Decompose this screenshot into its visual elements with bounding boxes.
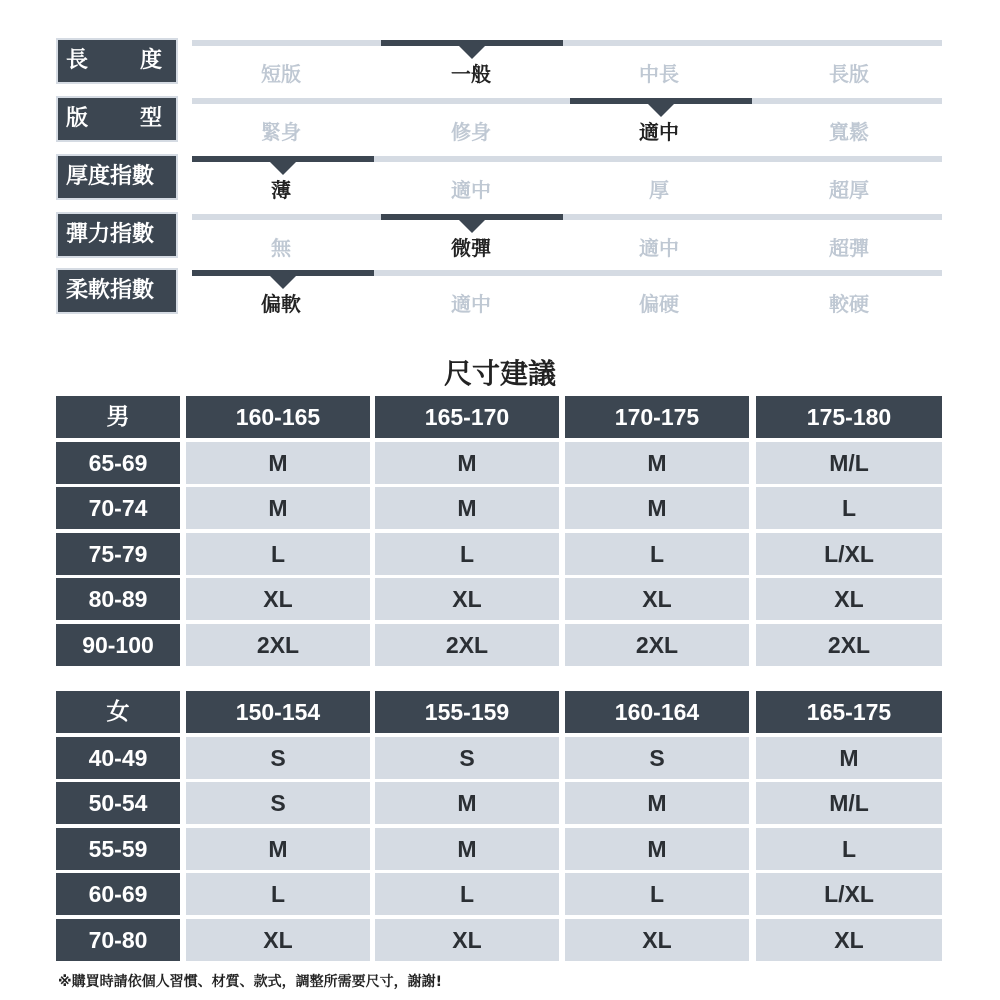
attribute-label: 版型 [56, 96, 178, 142]
attribute-selected-segment [381, 40, 563, 46]
size-cell: XL [375, 578, 559, 620]
table-row [56, 737, 942, 779]
attribute-row [56, 154, 942, 200]
size-cell: XL [186, 578, 370, 620]
attribute-option: 較硬 [829, 292, 869, 316]
size-cell: XL [565, 919, 749, 961]
table-row [56, 828, 942, 870]
attribute-label: 厚度指數 [56, 154, 178, 200]
size-cell: M [565, 828, 749, 870]
attribute-option: 偏硬 [639, 292, 679, 316]
size-cell: 2XL [186, 624, 370, 666]
attribute-scale-line [192, 270, 942, 276]
size-cell: M [565, 487, 749, 529]
attribute-scale-line [192, 40, 942, 46]
height-header: 150-154 [186, 691, 370, 733]
attribute-option: 超彈 [829, 236, 869, 260]
weight-label: 60-69 [56, 873, 180, 915]
weight-label: 70-80 [56, 919, 180, 961]
size-cell: S [375, 737, 559, 779]
attribute-row [56, 212, 942, 258]
weight-label: 75-79 [56, 533, 180, 575]
size-cell: M/L [756, 442, 942, 484]
size-advice-title: 尺寸建議 [443, 357, 556, 390]
attribute-option: 無 [271, 236, 291, 260]
size-cell: 2XL [565, 624, 749, 666]
height-header: 160-165 [186, 396, 370, 438]
size-cell: XL [756, 578, 942, 620]
attribute-option: 厚 [649, 178, 669, 202]
attribute-option: 適中 [451, 292, 491, 316]
table-row [56, 487, 942, 529]
height-header: 165-170 [375, 396, 559, 438]
size-cell: L/XL [756, 533, 942, 575]
attribute-selected-segment [570, 98, 752, 104]
attribute-option: 中長 [639, 62, 679, 86]
attribute-option: 偏軟 [261, 292, 301, 316]
table-row [56, 624, 942, 666]
attribute-option: 適中 [451, 178, 491, 202]
size-cell: M [375, 442, 559, 484]
size-cell: S [186, 737, 370, 779]
attribute-option: 微彈 [451, 236, 491, 260]
attribute-label: 柔軟指數 [56, 268, 178, 314]
size-cell: M [375, 828, 559, 870]
size-cell: L [186, 873, 370, 915]
attribute-scale-line [192, 156, 942, 162]
size-cell: L [756, 828, 942, 870]
attribute-row [56, 268, 942, 314]
size-cell: XL [565, 578, 749, 620]
size-cell: M [565, 442, 749, 484]
attribute-option: 短版 [261, 62, 301, 86]
attribute-selected-segment [381, 214, 563, 220]
attribute-option: 適中 [639, 120, 679, 144]
attribute-scale-line [192, 98, 942, 104]
size-cell: M [375, 487, 559, 529]
table-header-row [56, 691, 942, 733]
size-cell: M [186, 828, 370, 870]
attribute-selected-segment [192, 270, 374, 276]
attribute-option: 一般 [451, 62, 491, 86]
size-cell: L [186, 533, 370, 575]
attribute-option: 薄 [271, 178, 291, 202]
footnote: ※購買時請依個人習慣、材質、款式，調整所需要尺寸，謝謝! [58, 974, 442, 990]
attribute-row [56, 38, 942, 84]
attribute-label: 彈力指數 [56, 212, 178, 258]
size-cell: M [756, 737, 942, 779]
table-header-row [56, 396, 942, 438]
size-cell: L [565, 533, 749, 575]
attribute-label: 長度 [56, 38, 178, 84]
height-header: 160-164 [565, 691, 749, 733]
weight-label: 50-54 [56, 782, 180, 824]
attribute-option: 適中 [639, 236, 679, 260]
size-cell: L [756, 487, 942, 529]
size-cell: XL [186, 919, 370, 961]
attribute-option: 寬鬆 [829, 120, 869, 144]
size-cell: S [565, 737, 749, 779]
size-cell: L [375, 873, 559, 915]
height-header: 165-175 [756, 691, 942, 733]
gender-header: 女 [56, 691, 180, 733]
attribute-option: 長版 [829, 62, 869, 86]
table-row [56, 919, 942, 961]
table-row [56, 578, 942, 620]
height-header: 155-159 [375, 691, 559, 733]
weight-label: 80-89 [56, 578, 180, 620]
size-cell: XL [756, 919, 942, 961]
weight-label: 90-100 [56, 624, 180, 666]
size-cell: L/XL [756, 873, 942, 915]
size-cell: L [565, 873, 749, 915]
height-header: 175-180 [756, 396, 942, 438]
size-cell: M [186, 487, 370, 529]
table-row [56, 782, 942, 824]
size-cell: M/L [756, 782, 942, 824]
weight-label: 40-49 [56, 737, 180, 779]
attribute-option: 超厚 [829, 178, 869, 202]
weight-label: 70-74 [56, 487, 180, 529]
gender-header: 男 [56, 396, 180, 438]
attribute-option: 緊身 [261, 120, 301, 144]
size-cell: M [565, 782, 749, 824]
weight-label: 65-69 [56, 442, 180, 484]
size-cell: S [186, 782, 370, 824]
attribute-selected-segment [192, 156, 374, 162]
size-cell: L [375, 533, 559, 575]
size-cell: XL [375, 919, 559, 961]
table-row [56, 873, 942, 915]
size-cell: M [186, 442, 370, 484]
attribute-scale-line [192, 214, 942, 220]
attribute-row [56, 96, 942, 142]
weight-label: 55-59 [56, 828, 180, 870]
size-cell: 2XL [375, 624, 559, 666]
height-header: 170-175 [565, 396, 749, 438]
attribute-option: 修身 [451, 120, 491, 144]
size-cell: M [375, 782, 559, 824]
table-row [56, 533, 942, 575]
size-cell: 2XL [756, 624, 942, 666]
table-row [56, 442, 942, 484]
